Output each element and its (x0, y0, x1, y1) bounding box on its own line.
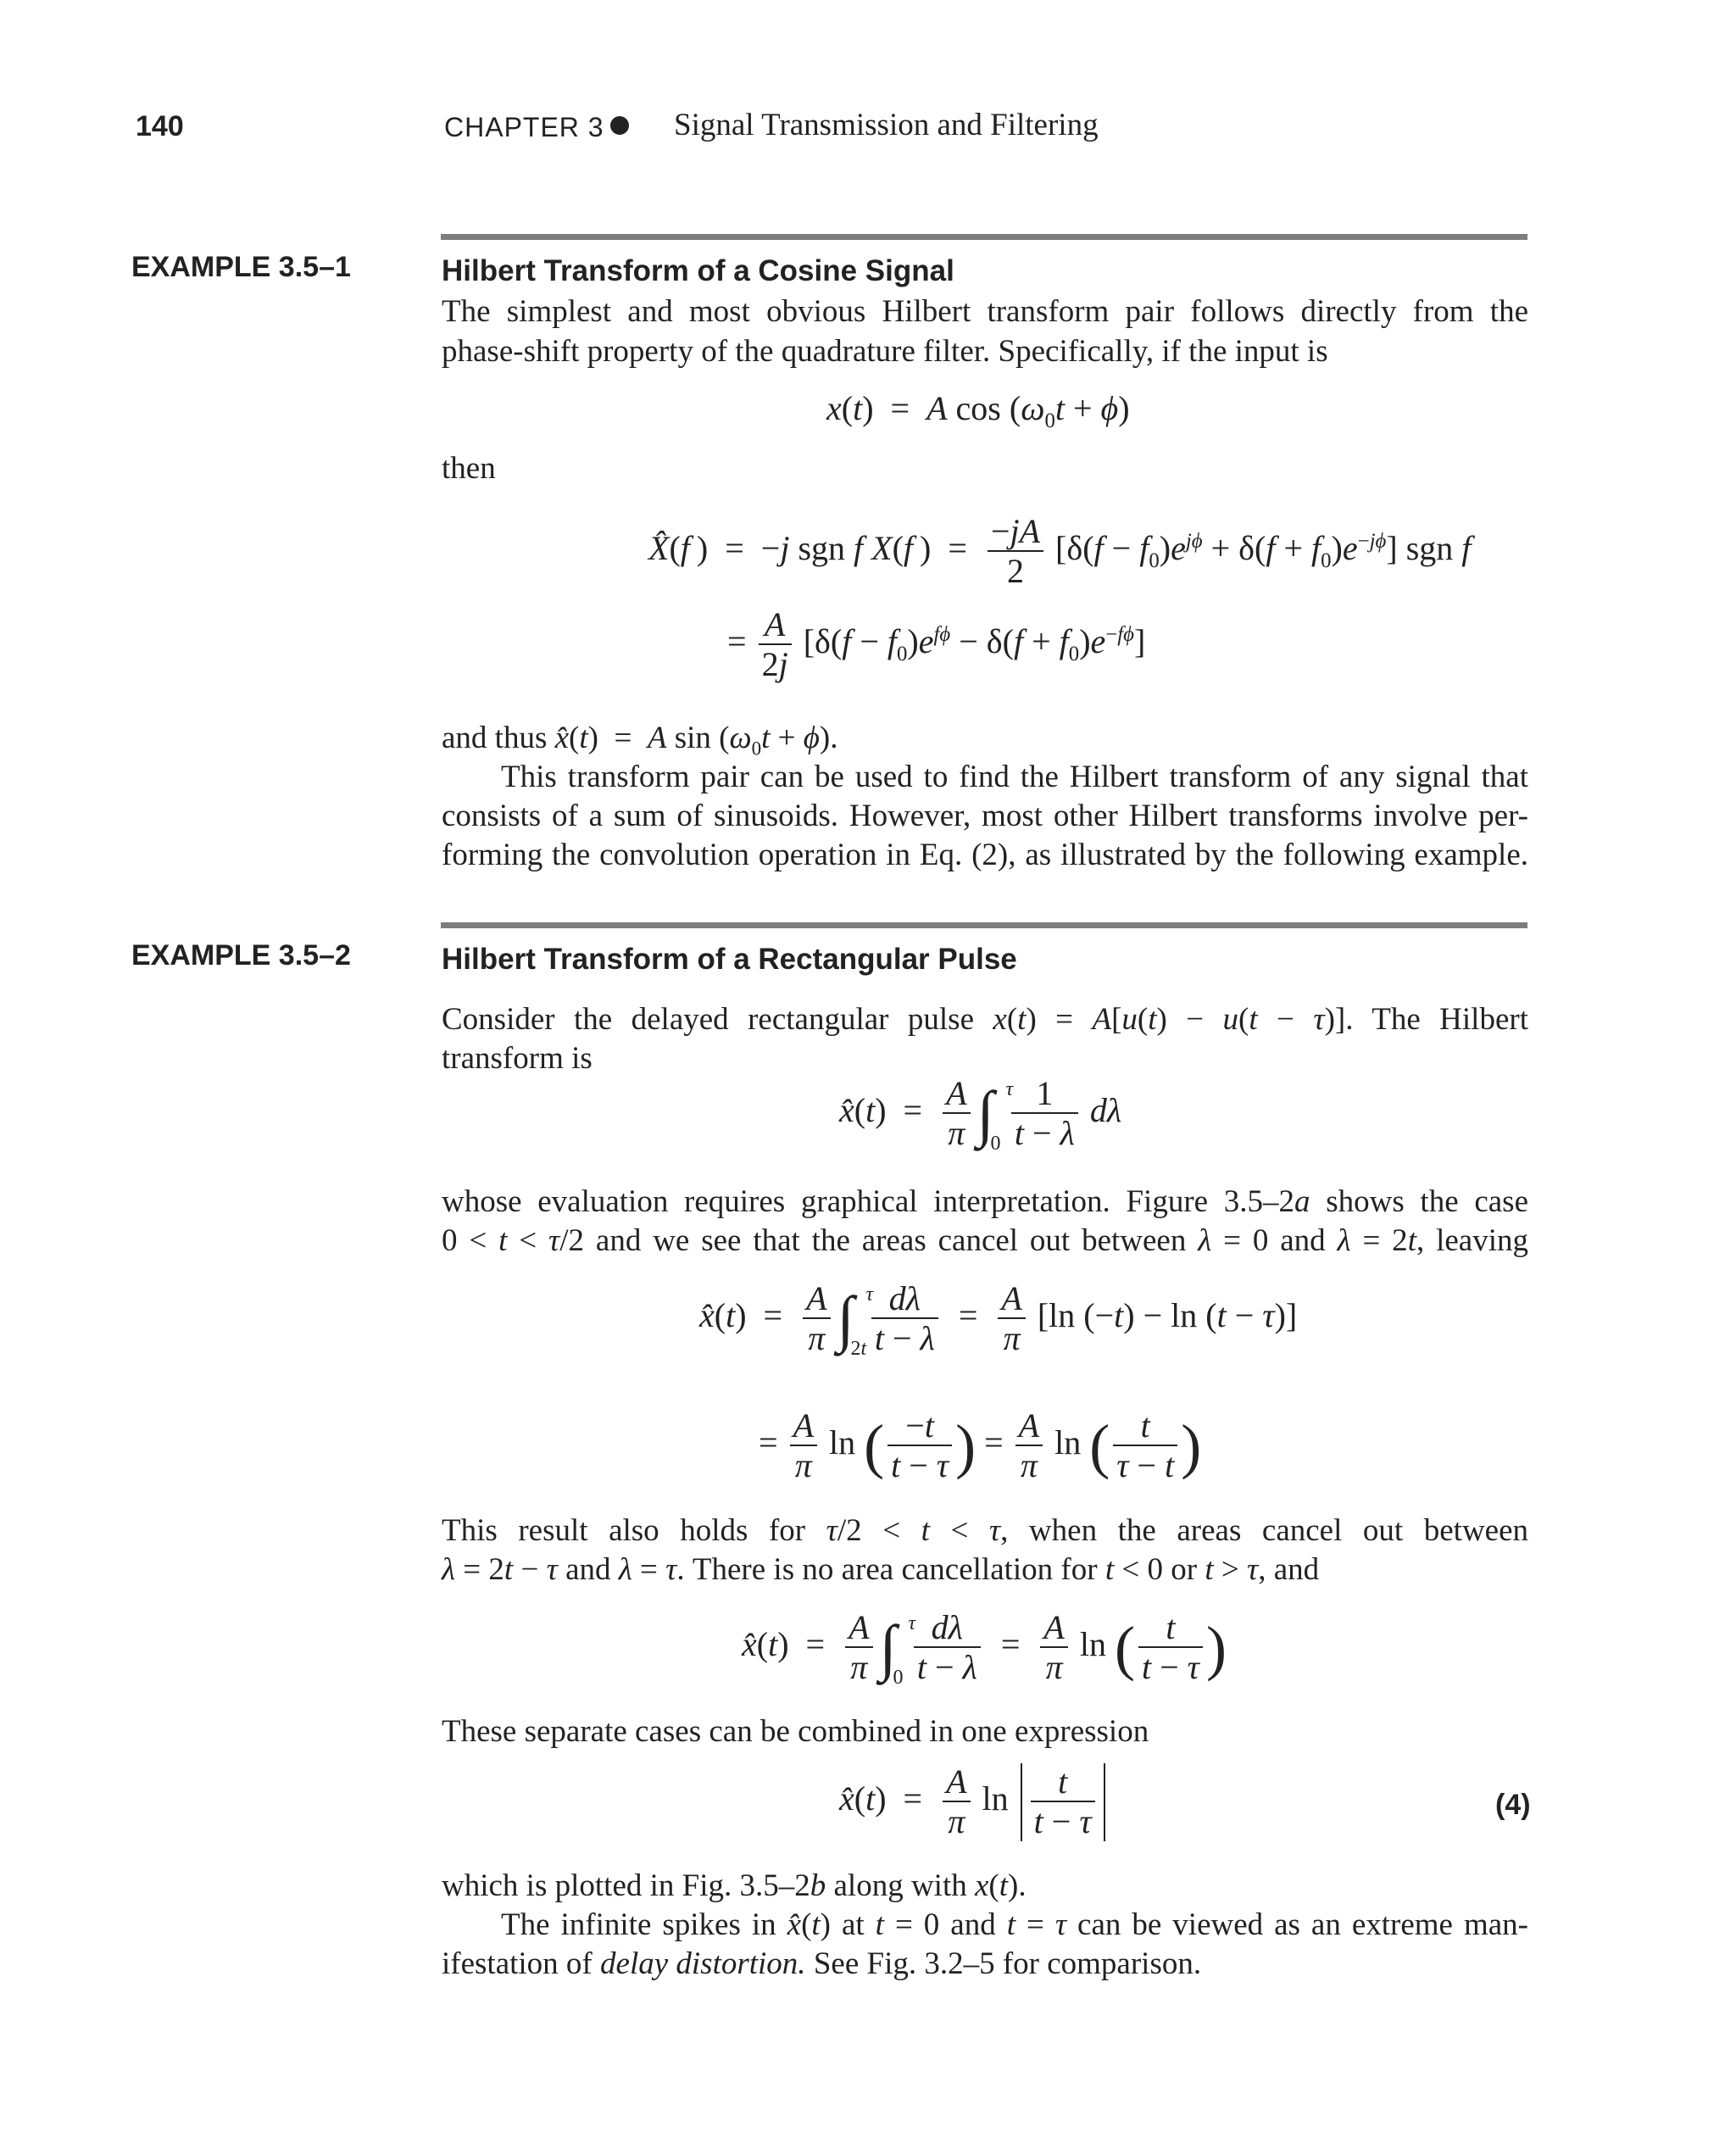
paragraph-line: and thus x̂(t) = A $\sin (\omega_0t + \phi)$. (442, 721, 838, 760)
example-title: Hilbert Transform of a Rectangular Pulse (442, 943, 1017, 976)
text-run: See Fig. 3.2–5 for comparison. (813, 1946, 1202, 1981)
section-divider (441, 234, 1527, 240)
equation-number: (4) (1495, 1789, 1531, 1821)
section-divider (441, 922, 1527, 928)
paragraph-line: The simplest and most obvious Hilbert transform pair follows directly from the (442, 294, 1528, 329)
equation-input: x(t) = A $\cos (\omega_0t + \phi)$ (826, 389, 1130, 432)
paragraph-line: then (442, 451, 496, 486)
equation-hilbert: x̂(t) = $\frac{A}{\pi}$ ∫ τ 0 $\frac{1}{t - \lambda}$ dλ (839, 1074, 1122, 1155)
emphasis-term: delay distortion. (600, 1946, 806, 1981)
paragraph-line: forming the convolution operation in Eq. (2), as illustrated by the following example. (442, 838, 1528, 872)
paragraph-line: This transform pair can be used to find the Hilbert transform of any signal that (501, 760, 1528, 794)
paragraph-line: These separate cases can be combined in one expression (442, 1714, 1149, 1749)
example-label: EXAMPLE 3.5–1 (131, 251, 351, 283)
paragraph-line: whose evaluation requires graphical interpretation. Figure 3.5–2a shows the case (442, 1184, 1528, 1219)
text-run: ifestation of (442, 1946, 593, 1981)
and-thus-text: and thus (442, 721, 548, 755)
paragraph-line: Consider the delayed rectangular pulse x(t) = A[u(t) − u(t − τ)]. The Hilbert (442, 1002, 1528, 1037)
paragraph-line: transform is (442, 1041, 593, 1076)
bullet-icon (610, 116, 629, 135)
paragraph-line: which is plotted in Fig. 3.5–2b along with x(t). (442, 1868, 1027, 1903)
equation-X-line2: = $\frac{A}{2j}$ $[\delta(f - f_0)e^{f\phi} - \delta(f + f_0)e^{-f\phi}]$ (727, 605, 1146, 683)
equation-case1-line2: = $\frac{A}{\pi}$ ln ( $\frac{-t}{t - \tau}$ ) = $\frac{A}{\pi}$ ln ( $\frac{t}{\tau - t}$ ) (759, 1406, 1202, 1484)
equation-case1-line1: x̂(t) = $\frac{A}{\pi}$ ∫ τ 2t $\frac{d\lambda}{t - \lambda}$ = $\frac{A}{\pi}$ [ln (−t) − ln (t − τ)] (699, 1279, 1298, 1360)
example-title: Hilbert Transform of a Cosine Signal (442, 254, 954, 287)
paragraph-line: λ = 2t − τ and λ = τ. There is no area cancellation for t < 0 or t > τ, and (442, 1552, 1320, 1587)
paragraph-line: The infinite spikes in x̂(t) at t = 0 and t = τ can be viewed as an extreme man- (501, 1907, 1528, 1942)
paragraph-line: consists of a sum of sinusoids. However, most other Hilbert transforms involve per- (442, 799, 1528, 833)
paragraph-line: phase-shift property of the quadrature filter. Specifically, if the input is (442, 334, 1328, 369)
paragraph-line: 0 < t < τ/2 and we see that the areas cancel out between λ = 0 and λ = 2t, leaving (442, 1223, 1528, 1258)
example-label: EXAMPLE 3.5–2 (131, 939, 351, 972)
paragraph-line: This result also holds for τ/2 < t < τ, when the areas cancel out between (442, 1513, 1529, 1548)
equation-final: x̂(t) = $\frac{A}{\pi}$ ln $\frac{t}{t - \tau}$ (839, 1763, 1109, 1841)
equation-case2: x̂(t) = $\frac{A}{\pi}$ ∫ τ 0 $\frac{d\lambda}{t - \lambda}$ = $\frac{A}{\pi}$ ln ( $\frac{t}{t - \tau}$ ) (742, 1608, 1227, 1689)
paragraph-line (442, 1945, 1528, 1984)
equation-X-line1: X̂(f ) = −j sgn f X(f ) = $\frac{-jA}{2}$ $[\delta(f - f_0)e^{j\phi} + \delta(f + f_0)e^{-j\phi}]$ sgn f (648, 512, 1472, 590)
chapter-title: Signal Transmission and Filtering (674, 108, 1099, 142)
chapter-label: CHAPTER 3 (444, 112, 604, 142)
page-number: 140 (136, 110, 184, 142)
